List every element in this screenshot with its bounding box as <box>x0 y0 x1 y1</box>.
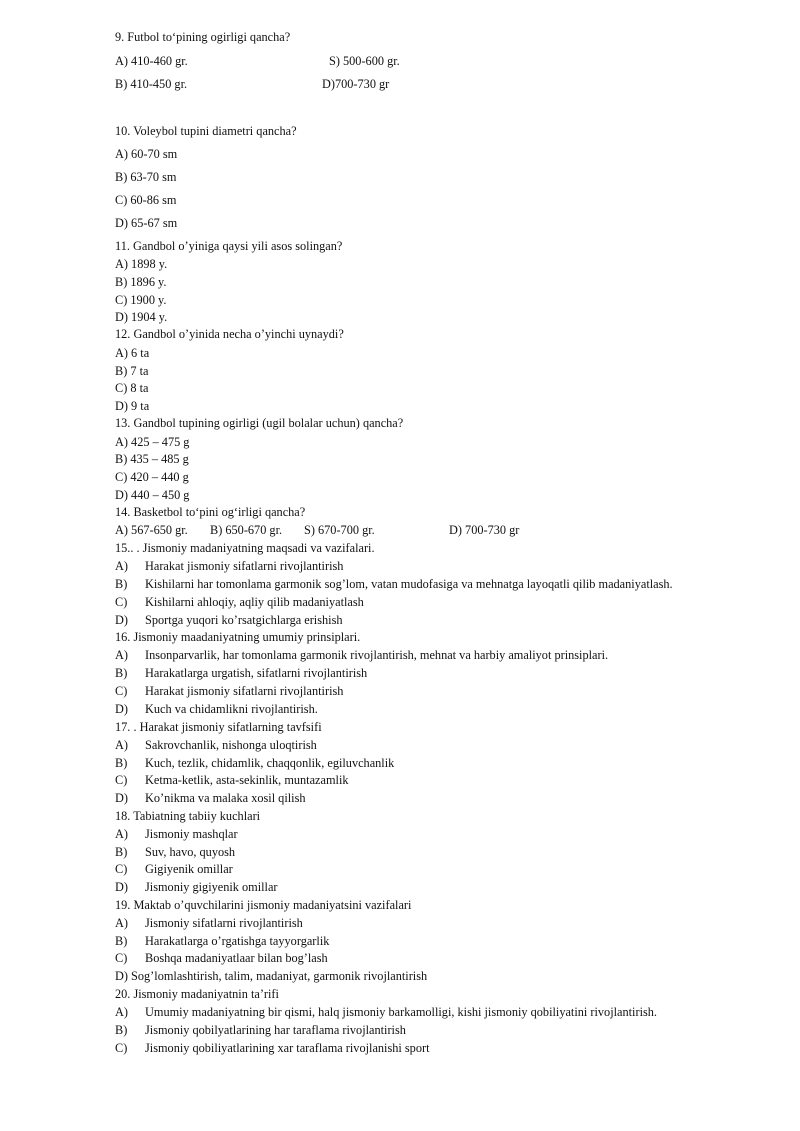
q19-option-a-text: Jismoniy sifatlarni rivojlantirish <box>145 916 303 930</box>
q17-option-a-text: Sakrovchanlik, nishonga uloqtirish <box>145 738 317 752</box>
q17-option-d-letter: D) <box>115 791 128 805</box>
q17-option-b-text: Kuch, tezlik, chidamlik, chaqqonlik, egiluvchanlik <box>145 756 395 770</box>
q16-option-a-letter: A) <box>115 648 128 662</box>
q15-option-d-letter: D) <box>115 613 128 627</box>
question-11: 11. Gandbol o’yiniga qaysi yili asos solingan? <box>115 239 343 253</box>
q20-option-c-text: Jismoniy qobiliyatlarining xar taraflama rivojlanishi sport <box>145 1041 430 1055</box>
q16-option-d-letter: D) <box>115 702 128 716</box>
q20-option-a-text: Umumiy madaniyatning bir qismi, halq jismoniy barkamolligi, kishi jismoniy qobiliyatini rivojlantirish. <box>145 1005 657 1019</box>
q10-option-a: A) 60-70 sm <box>115 147 178 161</box>
q14-option-d: D) 700-730 gr <box>449 523 520 537</box>
q14-option-a: A) 567-650 gr. <box>115 523 188 537</box>
q18-option-d-text: Jismoniy gigiyenik omillar <box>145 880 278 894</box>
q11-option-b: B) 1896 y. <box>115 275 167 289</box>
question-20: 20. Jismoniy madaniyatnin ta’rifi <box>115 987 279 1001</box>
q11-option-c: C) 1900 y. <box>115 293 167 307</box>
q16-option-c-letter: C) <box>115 684 128 698</box>
q12-option-d: D) 9 ta <box>115 399 150 413</box>
question-14: 14. Basketbol to‘pini og‘irligi qancha? <box>115 505 306 519</box>
question-10: 10. Voleybol tupini diametri qancha? <box>115 124 297 138</box>
q19-option-b-letter: B) <box>115 934 128 948</box>
q12-option-a: A) 6 ta <box>115 346 150 360</box>
q19-option-a-letter: A) <box>115 916 128 930</box>
q9-option-a: A) 410-460 gr. <box>115 54 188 68</box>
q12-option-c: C) 8 ta <box>115 381 149 395</box>
q9-option-s: S) 500-600 gr. <box>329 54 400 68</box>
q20-option-a-letter: A) <box>115 1005 128 1019</box>
q16-option-d-text: Kuch va chidamlikni rivojlantirish. <box>145 702 318 716</box>
question-19: 19. Maktab o’quvchilarini jismoniy madaniyatsini vazifalari <box>115 898 412 912</box>
q15-option-a-text: Harakat jismoniy sifatlarni rivojlantirish <box>145 559 344 573</box>
q12-option-b: B) 7 ta <box>115 364 149 378</box>
q18-option-d-letter: D) <box>115 880 128 894</box>
q10-option-c: C) 60-86 sm <box>115 193 177 207</box>
q20-option-b-letter: B) <box>115 1023 128 1037</box>
q14-option-s: S) 670-700 gr. <box>304 523 375 537</box>
q16-option-c-text: Harakat jismoniy sifatlarni rivojlantirish <box>145 684 344 698</box>
q20-option-b-text: Jismoniy qobilyatlarining har taraflama rivojlantirish <box>145 1023 406 1037</box>
q13-option-d: D) 440 – 450 g <box>115 488 190 502</box>
question-16: 16. Jismoniy maadaniyatning umumiy prinsiplari. <box>115 630 361 644</box>
q10-option-b: B) 63-70 sm <box>115 170 177 184</box>
q16-option-b-letter: B) <box>115 666 128 680</box>
q9-option-d: D)700-730 gr <box>322 77 390 91</box>
q15-option-b-letter: B) <box>115 577 128 591</box>
q18-option-a-letter: A) <box>115 827 128 841</box>
question-9: 9. Futbol to‘pining ogirligi qancha? <box>115 30 291 44</box>
q15-option-a-letter: A) <box>115 559 128 573</box>
q18-option-a-text: Jismoniy mashqlar <box>145 827 238 841</box>
q9-option-b: B) 410-450 gr. <box>115 77 188 91</box>
question-15: 15.. . Jismoniy madaniyatning maqsadi va vazifalari. <box>115 541 375 555</box>
q19-option-b-text: Harakatlarga o’rgatishga tayyorgarlik <box>145 934 330 948</box>
question-12: 12. Gandbol o’yinida necha o’yinchi uynaydi? <box>115 327 344 341</box>
question-17: 17. . Harakat jismoniy sifatlarning tavfsifi <box>115 720 322 734</box>
q16-option-b-text: Harakatlarga urgatish, sifatlarni rivojlantirish <box>145 666 368 680</box>
question-18: 18. Tabiatning tabiiy kuchlari <box>115 809 261 823</box>
q16-option-a-text: Insonparvarlik, har tomonlama garmonik rivojlantirish, mehnat va harbiy amaliyot prinsiplari. <box>145 648 609 662</box>
q15-option-c-text: Kishilarni ahloqiy, aqliy qilib madaniyatlash <box>145 595 364 609</box>
q19-option-d: D) Sog’lomlashtirish, talim, madaniyat, garmonik rivojlantirish <box>115 969 428 983</box>
q19-option-c-letter: C) <box>115 951 128 965</box>
q17-option-b-letter: B) <box>115 756 128 770</box>
q11-option-a: A) 1898 y. <box>115 257 168 271</box>
q17-option-c-letter: C) <box>115 773 128 787</box>
q15-option-c-letter: C) <box>115 595 128 609</box>
q14-option-b: B) 650-670 gr. <box>210 523 283 537</box>
q15-option-d-text: Sportga yuqori ko’rsatgichlarga erishish <box>145 613 343 627</box>
q17-option-c-text: Ketma-ketlik, asta-sekinlik, muntazamlik <box>145 773 349 787</box>
q18-option-b-text: Suv, havo, quyosh <box>145 845 236 859</box>
q10-option-d: D) 65-67 sm <box>115 216 178 230</box>
q15-option-b-text: Kishilarni har tomonlama garmonik sog’lom, vatan mudofasiga va mehnatga layoqatli qilib madaniyatlash. <box>145 577 673 591</box>
q13-option-c: C) 420 – 440 g <box>115 470 189 484</box>
q11-option-d: D) 1904 y. <box>115 310 168 324</box>
q20-option-c-letter: C) <box>115 1041 128 1055</box>
q18-option-b-letter: B) <box>115 845 128 859</box>
question-13: 13. Gandbol tupining ogirligi (ugil bolalar uchun) qancha? <box>115 416 404 430</box>
q17-option-a-letter: A) <box>115 738 128 752</box>
q13-option-b: B) 435 – 485 g <box>115 452 189 466</box>
q13-option-a: A) 425 – 475 g <box>115 435 190 449</box>
q17-option-d-text: Ko’nikma va malaka xosil qilish <box>145 791 306 805</box>
q19-option-c-text: Boshqa madaniyatlaar bilan bog’lash <box>145 951 328 965</box>
q18-option-c-letter: C) <box>115 862 128 876</box>
q18-option-c-text: Gigiyenik omillar <box>145 862 233 876</box>
